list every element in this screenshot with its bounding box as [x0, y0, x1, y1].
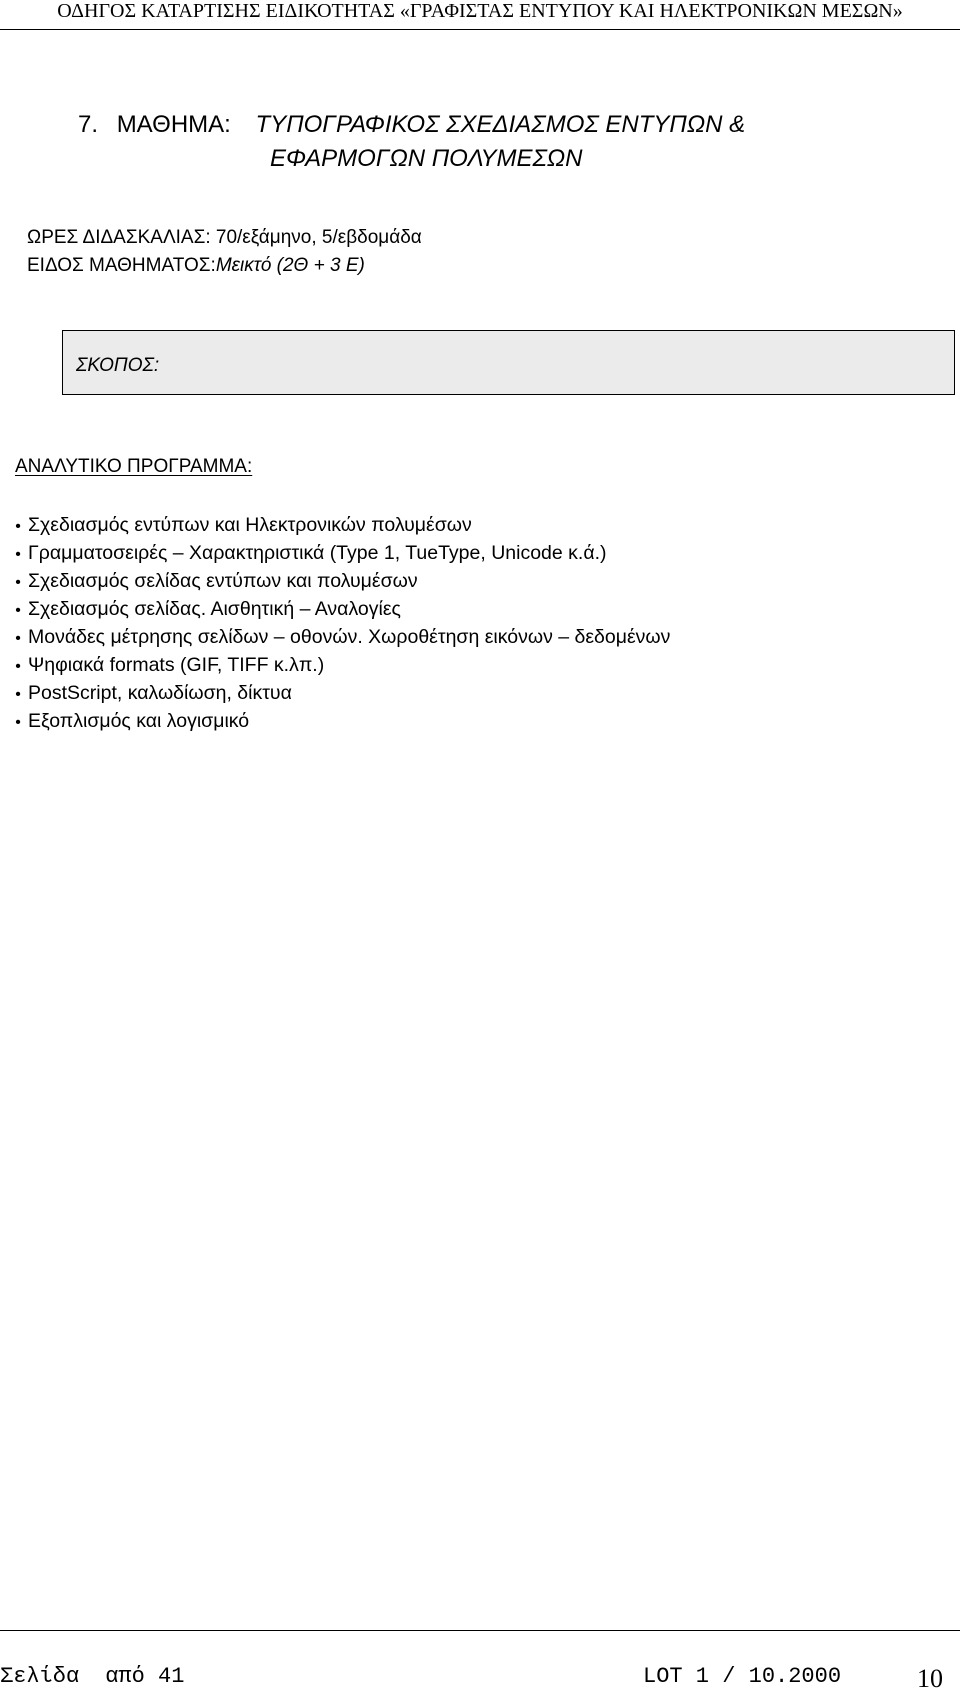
bullet-icon: •: [15, 686, 21, 703]
list-item: • Σχεδιασμός εντύπων και Ηλεκτρονικών πολυμέσων: [8, 511, 670, 539]
lesson-type-label: ΕΙΔΟΣ ΜΑΘΗΜΑΤΟΣ:: [27, 255, 216, 276]
program-heading: ΑΝΑΛΥΤΙΚΟ ΠΡΟΓΡΑΜΜΑ:: [15, 456, 253, 477]
footer-page-word: Σελίδα: [0, 1664, 80, 1689]
lesson-subject-line1: ΤΥΠΟΓΡΑΦΙΚΟΣ ΣΧΕΔΙΑΣΜΟΣ ΕΝΤΥΠΩΝ &: [255, 111, 746, 138]
running-title: ΟΔΗΓΟΣ ΚΑΤΑΡΤΙΣΗΣ ΕΙΔΙΚΟΤΗΤΑΣ «ΓΡΑΦΙΣΤΑΣ ΕΝΤΥΠΟΥ ΚΑΙ ΗΛΕΚΤΡΟΝΙΚΩΝ ΜΕΣΩΝ»: [57, 0, 903, 22]
teaching-hours: ΩΡΕΣ ΔΙΔΑΣΚΑΛΙΑΣ: 70/εξάμηνο, 5/εβδομάδα: [27, 227, 422, 248]
lesson-type: [27, 254, 365, 278]
footer-page-total: από 41: [105, 1664, 185, 1689]
lesson-number: 7.: [78, 111, 99, 138]
lesson-title: [78, 108, 938, 142]
list-item: • Μονάδες μέτρησης σελίδων – οθονών. Χωροθέτηση εικόνων – δεδομένων: [8, 623, 670, 651]
list-item: • Εξοπλισμός και λογισμικό: [8, 707, 670, 735]
bullet-icon: •: [15, 546, 21, 563]
scope-label: ΣΚΟΠΟΣ:: [76, 355, 160, 376]
bullet-icon: •: [15, 574, 21, 591]
scope-box: [62, 330, 955, 395]
list-item: • Σχεδιασμός σελίδας. Αισθητική – Αναλογίες: [8, 595, 670, 623]
list-item: • Γραμματοσειρές – Χαρακτηριστικά (Type 1, TueType, Unicode κ.ά.): [8, 539, 670, 567]
list-item: • PostScript, καλωδίωση, δίκτυα: [8, 679, 670, 707]
list-item: • Σχεδιασμός σελίδας εντύπων και πολυμέσων: [8, 567, 670, 595]
footer-edition: LOT 1 / 10.2000: [643, 1664, 842, 1689]
running-header: [0, 0, 960, 30]
footer-divider: [0, 1630, 960, 1631]
bullet-icon: •: [15, 630, 21, 647]
header-divider: [0, 29, 960, 30]
bullet-icon: •: [15, 658, 21, 675]
footer-page-number: 10: [917, 1664, 943, 1693]
bullet-icon: •: [15, 714, 21, 731]
lesson-word: ΜΑΘΗΜΑ:: [116, 111, 231, 138]
program-topic-list: [8, 511, 670, 735]
lesson-type-value: Μεικτό (2Θ + 3 Ε): [215, 255, 365, 276]
lesson-subject-line2: ΕΦΑΡΜΟΓΩΝ ΠΟΛΥΜΕΣΩΝ: [270, 145, 583, 172]
list-item: • Ψηφιακά formats (GIF, TIFF κ.λπ.): [8, 651, 670, 679]
bullet-icon: •: [15, 518, 21, 535]
bullet-icon: •: [15, 602, 21, 619]
footer-page-info: [0, 1665, 210, 1689]
